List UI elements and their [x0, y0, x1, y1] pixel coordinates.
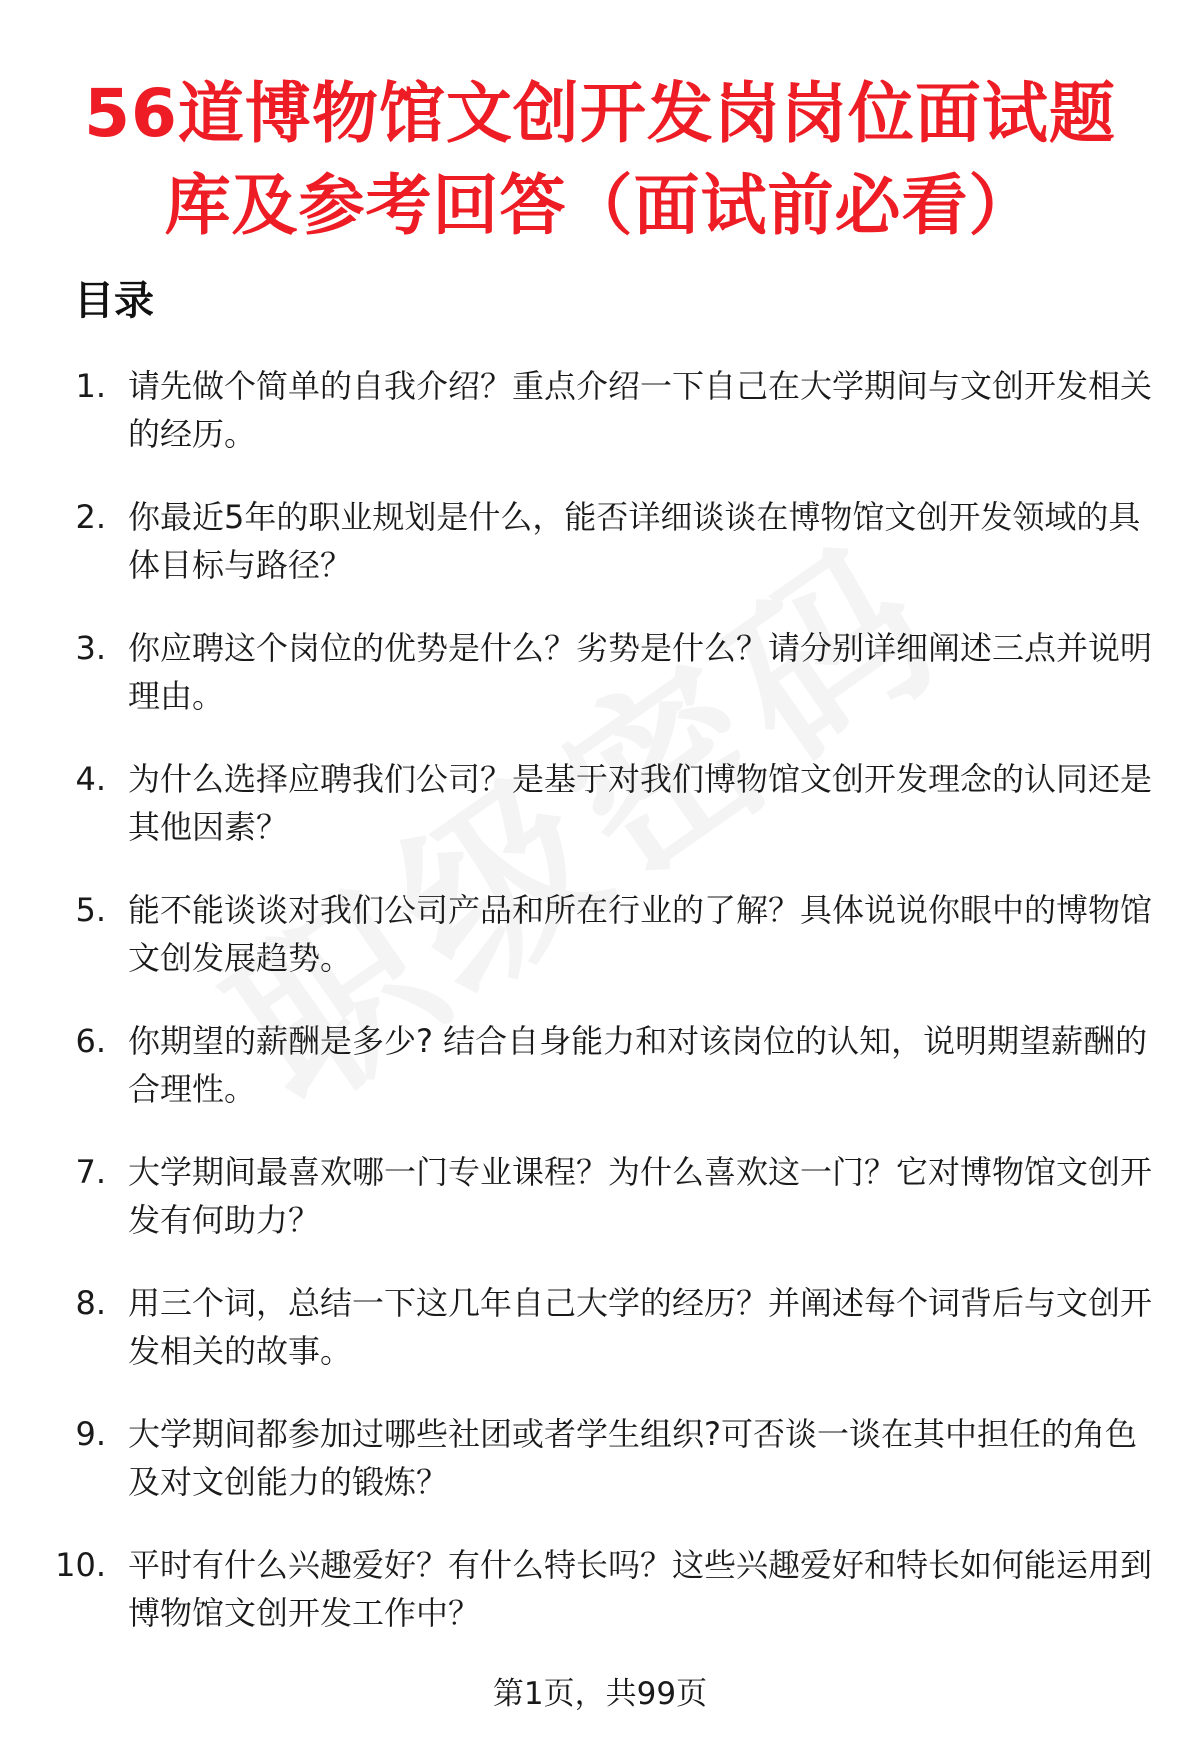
question-text: 大学期间最喜欢哪一门专业课程？为什么喜欢这一门？它对博物馆文创开发有何助力？: [128, 1153, 1153, 1239]
question-text: 请先做个简单的自我介绍？重点介绍一下自己在大学期间与文创开发相关的经历。: [128, 367, 1153, 453]
list-item: [0, 1148, 1200, 1279]
question-text: 为什么选择应聘我们公司？是基于对我们博物馆文创开发理念的认同还是其他因素？: [128, 760, 1153, 846]
question-number: 6.: [75, 1022, 106, 1060]
question-number: 8.: [75, 1284, 106, 1322]
list-item: [0, 755, 1200, 886]
question-text: 你最近5年的职业规划是什么，能否详细谈谈在博物馆文创开发领域的具体目标与路径？: [128, 498, 1141, 584]
question-number: 1.: [75, 367, 106, 405]
list-item: [0, 886, 1200, 1017]
question-text: 用三个词，总结一下这几年自己大学的经历？并阐述每个词背后与文创开发相关的故事。: [128, 1284, 1153, 1370]
question-list: [0, 362, 1200, 1672]
question-text: 你期望的薪酬是多少? 结合自身能力和对该岗位的认知，说明期望薪酬的合理性。: [128, 1022, 1148, 1108]
toc-heading: 目录: [74, 278, 154, 324]
list-item: [0, 1541, 1200, 1672]
list-item: [0, 493, 1200, 624]
page-footer: 第1页，共99页: [492, 1676, 708, 1712]
question-number: 10.: [55, 1546, 106, 1584]
question-number: 2.: [75, 498, 106, 536]
question-number: 3.: [75, 629, 106, 667]
title-line-2: 库及参考回答（面试前必看）: [164, 167, 1036, 244]
page-title: [60, 68, 1140, 252]
question-text: 平时有什么兴趣爱好？有什么特长吗？这些兴趣爱好和特长如何能运用到博物馆文创开发工作中？: [128, 1546, 1153, 1632]
question-number: 9.: [75, 1415, 106, 1453]
list-item: [0, 362, 1200, 493]
list-item: [0, 624, 1200, 755]
question-number: 4.: [75, 760, 106, 798]
question-number: 7.: [75, 1153, 106, 1191]
question-number: 5.: [75, 891, 106, 929]
title-line-1: 56道博物馆文创开发岗岗位面试题: [84, 75, 1116, 152]
list-item: [0, 1410, 1200, 1541]
question-text: 你应聘这个岗位的优势是什么？劣势是什么？请分别详细阐述三点并说明理由。: [128, 629, 1153, 715]
question-text: 大学期间都参加过哪些社团或者学生组织?可否谈一谈在其中担任的角色及对文创能力的锻炼？: [128, 1415, 1137, 1501]
list-item: [0, 1279, 1200, 1410]
list-item: [0, 1017, 1200, 1148]
question-text: 能不能谈谈对我们公司产品和所在行业的了解？具体说说你眼中的博物馆文创发展趋势。: [128, 891, 1153, 977]
